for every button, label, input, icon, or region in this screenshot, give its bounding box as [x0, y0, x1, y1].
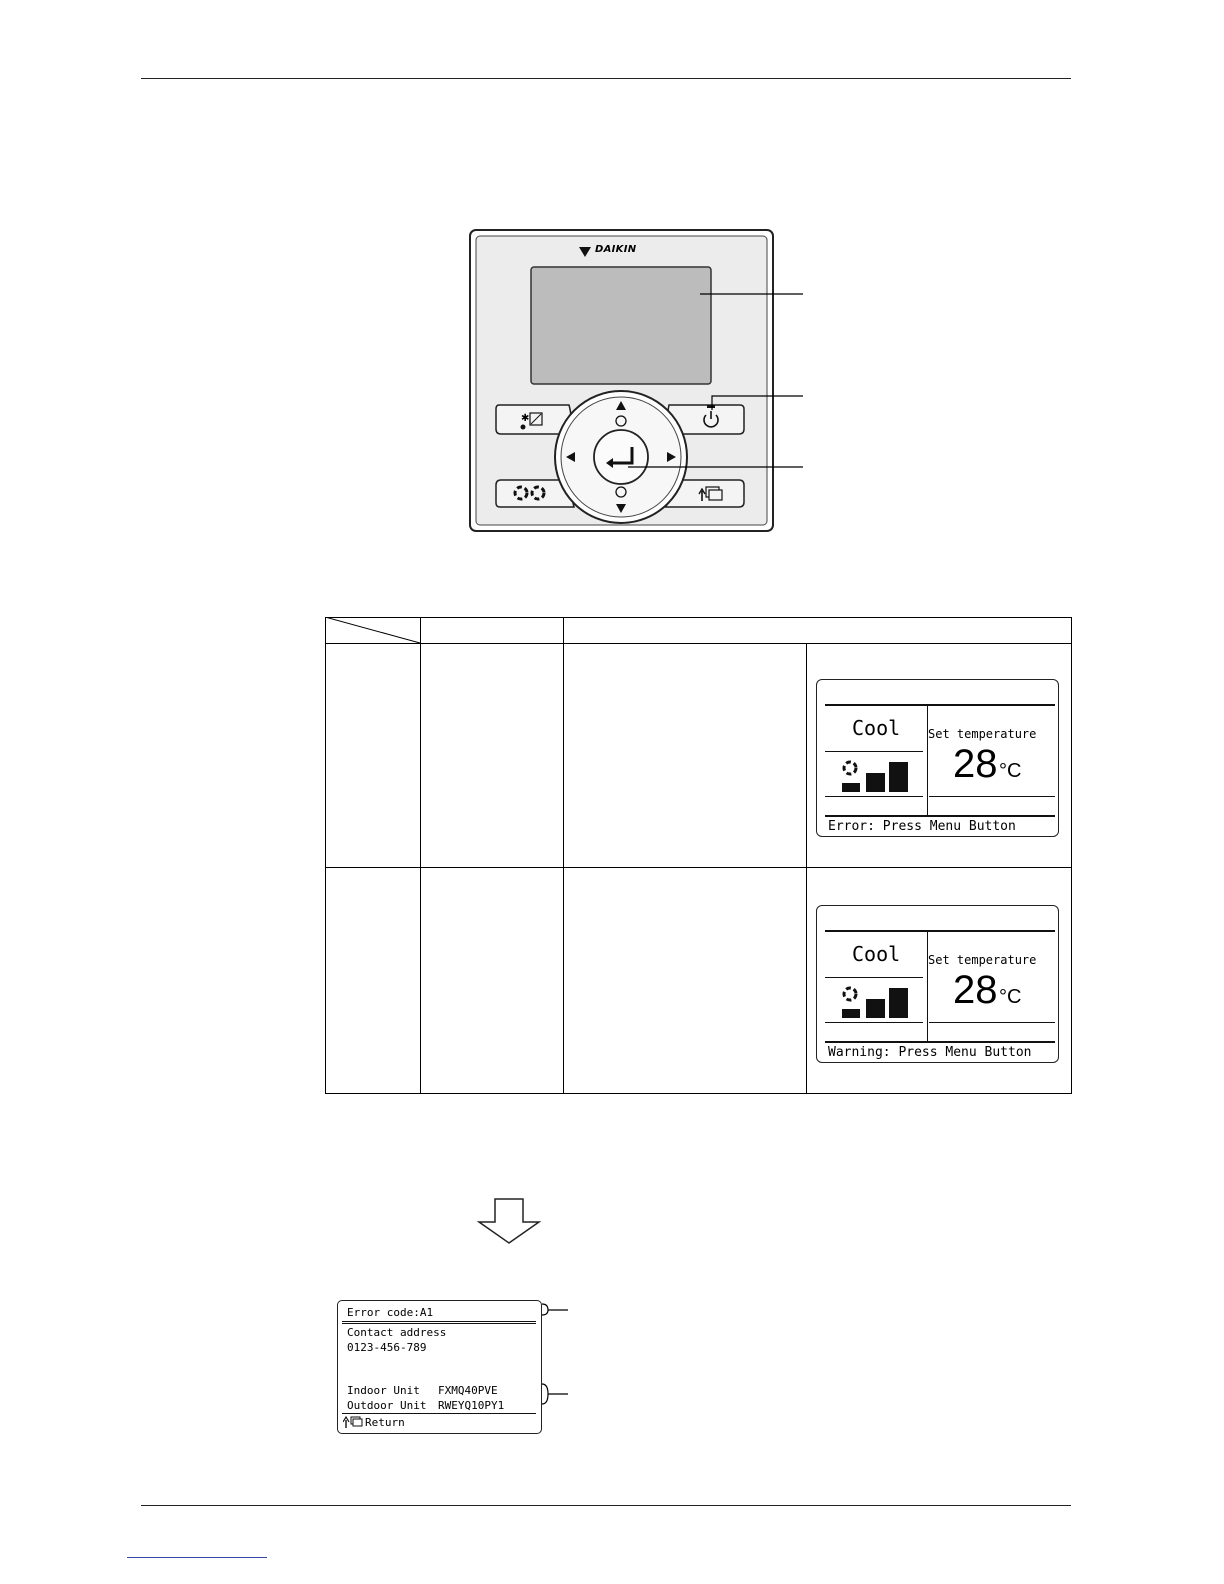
temperature-value: 28: [953, 742, 998, 786]
footer-rule: [141, 1505, 1071, 1506]
header-diagonal: [325, 617, 421, 644]
fan-speed-icon: [841, 984, 911, 1020]
mode-label: Cool: [852, 942, 901, 966]
mode-label: Cool: [852, 716, 901, 740]
header-rule: [141, 78, 1071, 79]
outdoor-unit-label: Outdoor Unit: [347, 1399, 427, 1412]
outdoor-unit-model: RWEYQ10PY1: [438, 1399, 505, 1412]
lcd-status-screen-warning: [816, 905, 1059, 1063]
return-label: Return: [365, 1416, 405, 1429]
contact-number: 0123-456-789: [347, 1341, 427, 1354]
temperature-unit: °C: [999, 760, 1022, 782]
detail-leader-lines: [540, 1300, 580, 1410]
footer-link-underline: [127, 1557, 267, 1558]
lcd-status-screen-error: [816, 679, 1059, 837]
temperature-unit: °C: [999, 986, 1022, 1008]
lcd-error-detail-screen: [337, 1300, 542, 1434]
fan-speed-icon: [841, 758, 911, 794]
set-temperature-label: Set temperature: [928, 727, 1037, 741]
return-icon: [343, 1415, 365, 1429]
status-message: Warning: Press Menu Button: [828, 1045, 1032, 1060]
contact-address-label: Contact address: [347, 1326, 447, 1339]
set-temperature-label: Set temperature: [928, 953, 1037, 967]
indoor-unit-model: FXMQ40PVE: [438, 1384, 498, 1397]
temperature-value: 28: [953, 968, 998, 1012]
status-message: Error: Press Menu Button: [828, 819, 1016, 834]
brand-logo: DAIKIN: [595, 244, 637, 255]
error-code: Error code:A1: [347, 1306, 434, 1319]
leader-lines: [600, 285, 810, 485]
down-arrow-icon: [476, 1198, 542, 1246]
mode-button: [496, 405, 571, 434]
indoor-unit-label: Indoor Unit: [347, 1384, 420, 1397]
svg-text:✱: ✱: [521, 413, 530, 424]
